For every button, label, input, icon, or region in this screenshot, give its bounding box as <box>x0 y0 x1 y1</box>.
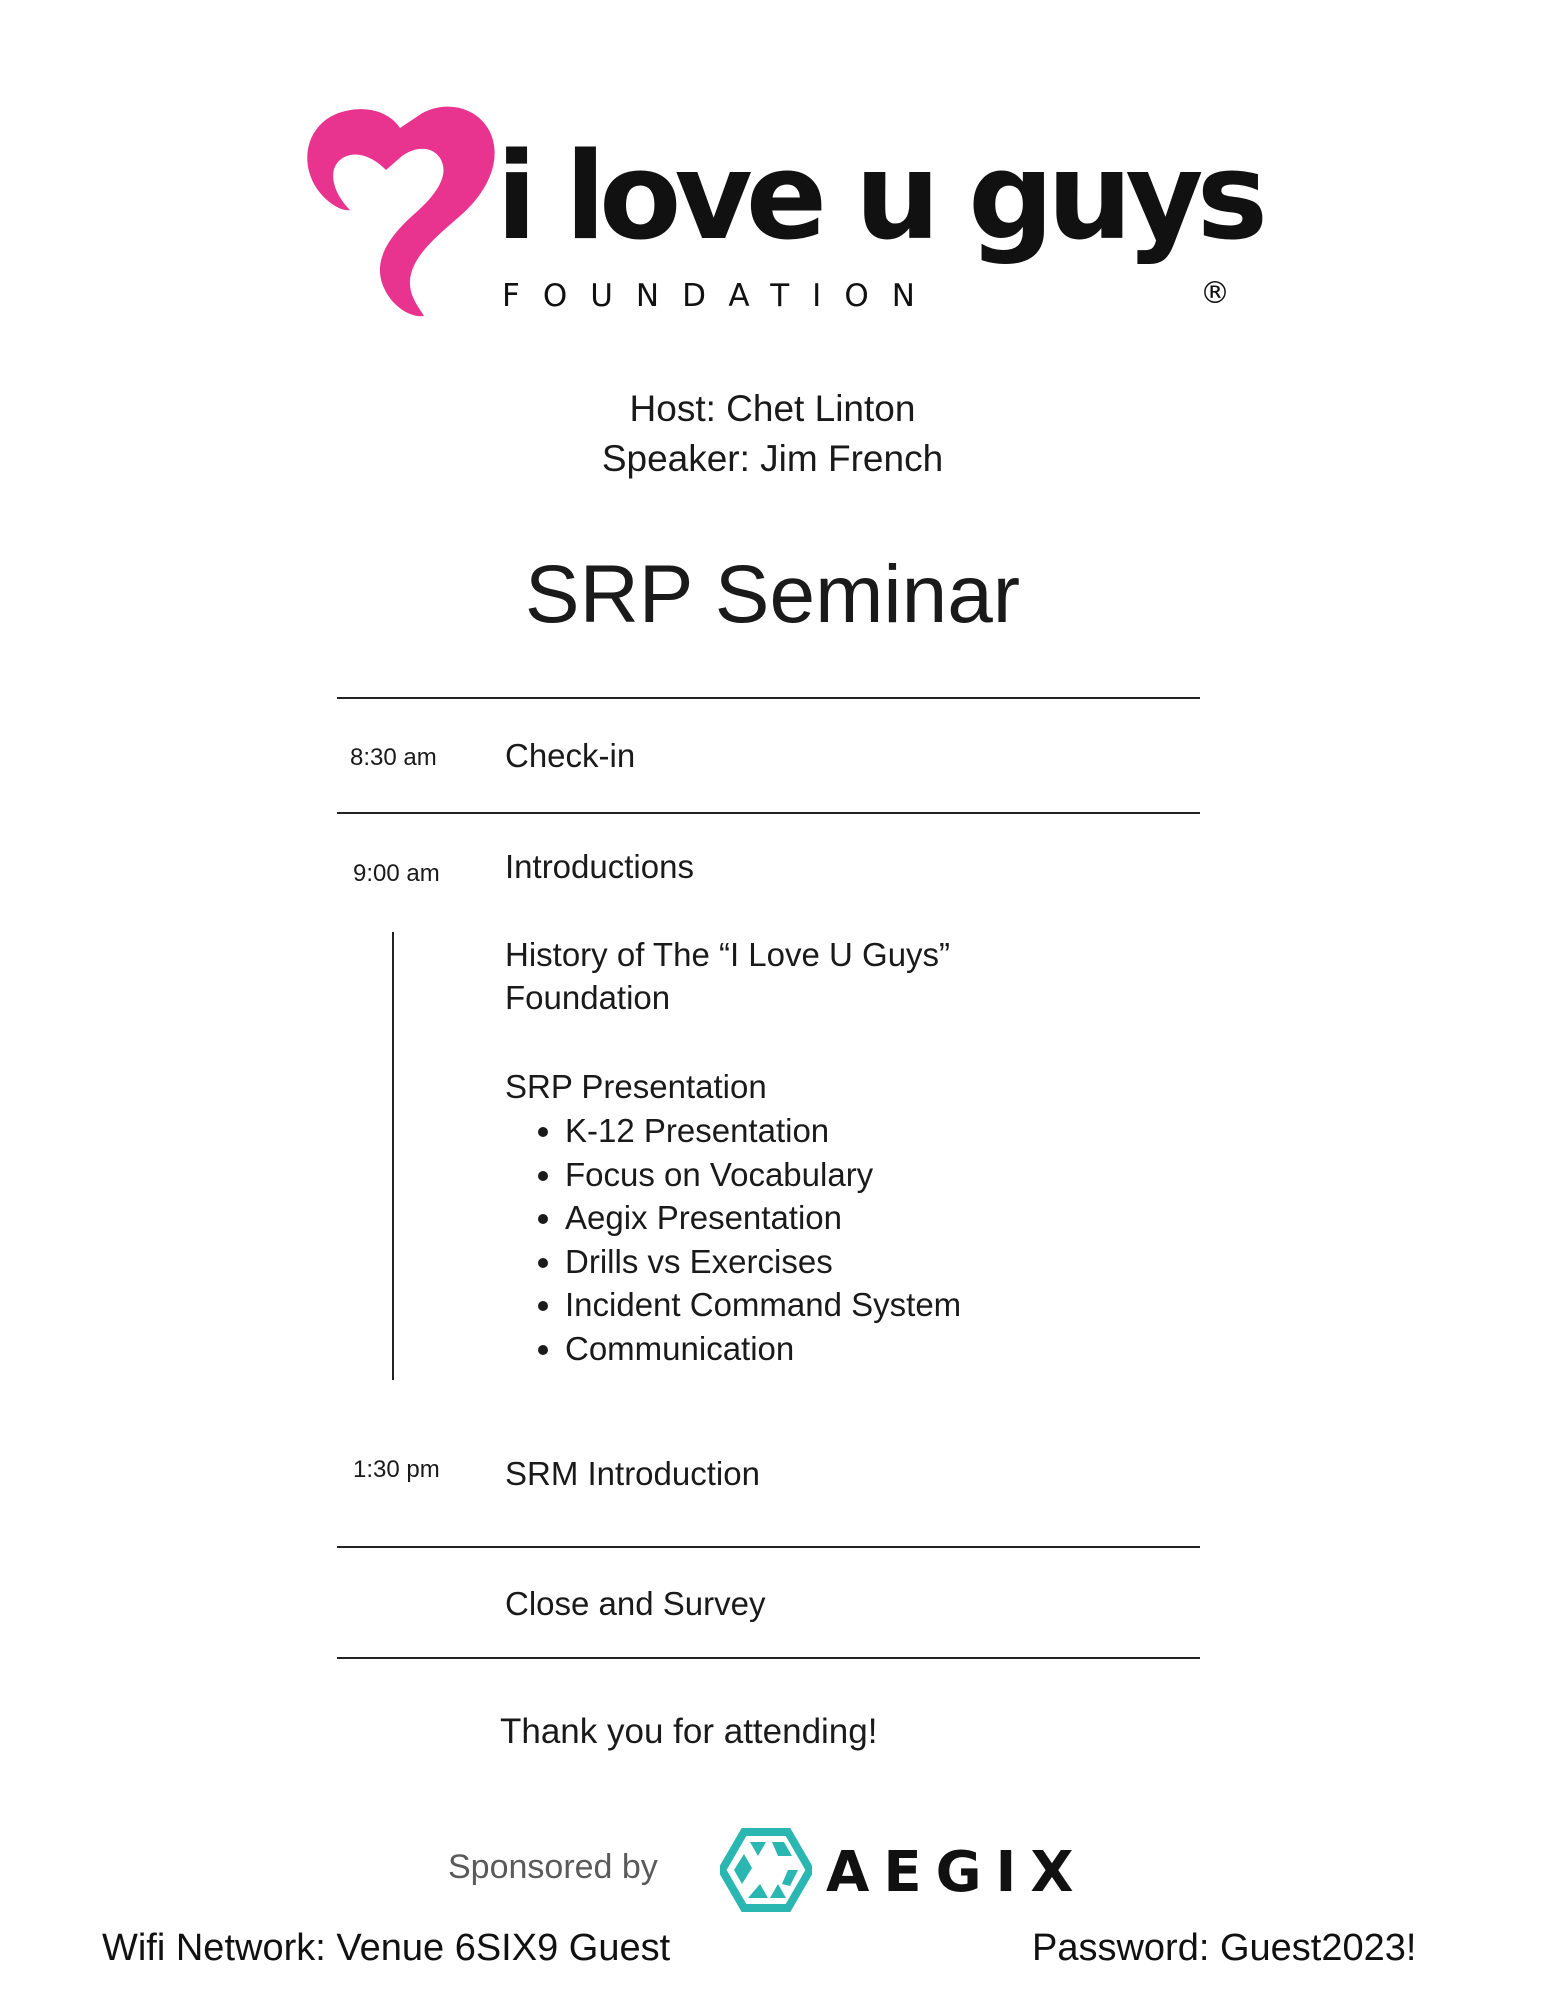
agenda-item-checkin: Check-in <box>505 737 636 774</box>
divider-after-srm <box>337 1546 1200 1548</box>
agenda-item-srp-presentation: SRP Presentation <box>505 1068 767 1105</box>
agenda-item-srm: SRM Introduction <box>505 1455 760 1492</box>
divider-bottom <box>337 1657 1200 1659</box>
list-item: • Drills vs Exercises <box>565 1240 961 1284</box>
wifi-network: Wifi Network: Venue 6SIX9 Guest <box>102 1927 671 1969</box>
page-title: SRP Seminar <box>524 549 1021 640</box>
agenda-item-close: Close and Survey <box>505 1585 766 1622</box>
list-item: • Communication <box>565 1327 961 1371</box>
list-item: • Incident Command System <box>565 1283 961 1327</box>
heart-logo-icon <box>300 98 500 320</box>
srp-topic-list <box>505 1109 961 1370</box>
list-item: • K-12 Presentation <box>565 1109 961 1153</box>
time-checkin: 8:30 am <box>350 744 437 771</box>
session-timeline-bar <box>392 932 394 1380</box>
speaker-line: Speaker: Jim French <box>601 438 944 479</box>
sponsor-wordmark: AEGIX <box>826 1840 1088 1905</box>
srp-presentation-block <box>505 1065 961 1370</box>
wifi-password: Password: Guest2023! <box>1032 1927 1417 1969</box>
logo-wordmark: i love u guys <box>496 128 1262 267</box>
thank-you-message: Thank you for attending! <box>500 1712 878 1751</box>
aegix-logo-icon <box>720 1828 812 1912</box>
agenda-item-introductions: Introductions <box>505 848 694 885</box>
agenda-item-history-line2: Foundation <box>505 979 671 1016</box>
divider-after-checkin <box>337 812 1200 814</box>
time-introductions: 9:00 am <box>353 860 440 887</box>
logo-subtitle: FOUNDATION <box>502 278 938 314</box>
host-line: Host: Chet Linton <box>629 388 916 429</box>
divider-top <box>337 697 1200 699</box>
registered-mark: ® <box>1200 276 1230 311</box>
time-srm: 1:30 pm <box>353 1456 440 1483</box>
list-item: • Aegix Presentation <box>565 1196 961 1240</box>
sponsored-by-label: Sponsored by <box>448 1848 658 1886</box>
agenda-item-history-line1: History of The “I Love U Guys” <box>505 936 951 973</box>
list-item: • Focus on Vocabulary <box>565 1153 961 1197</box>
